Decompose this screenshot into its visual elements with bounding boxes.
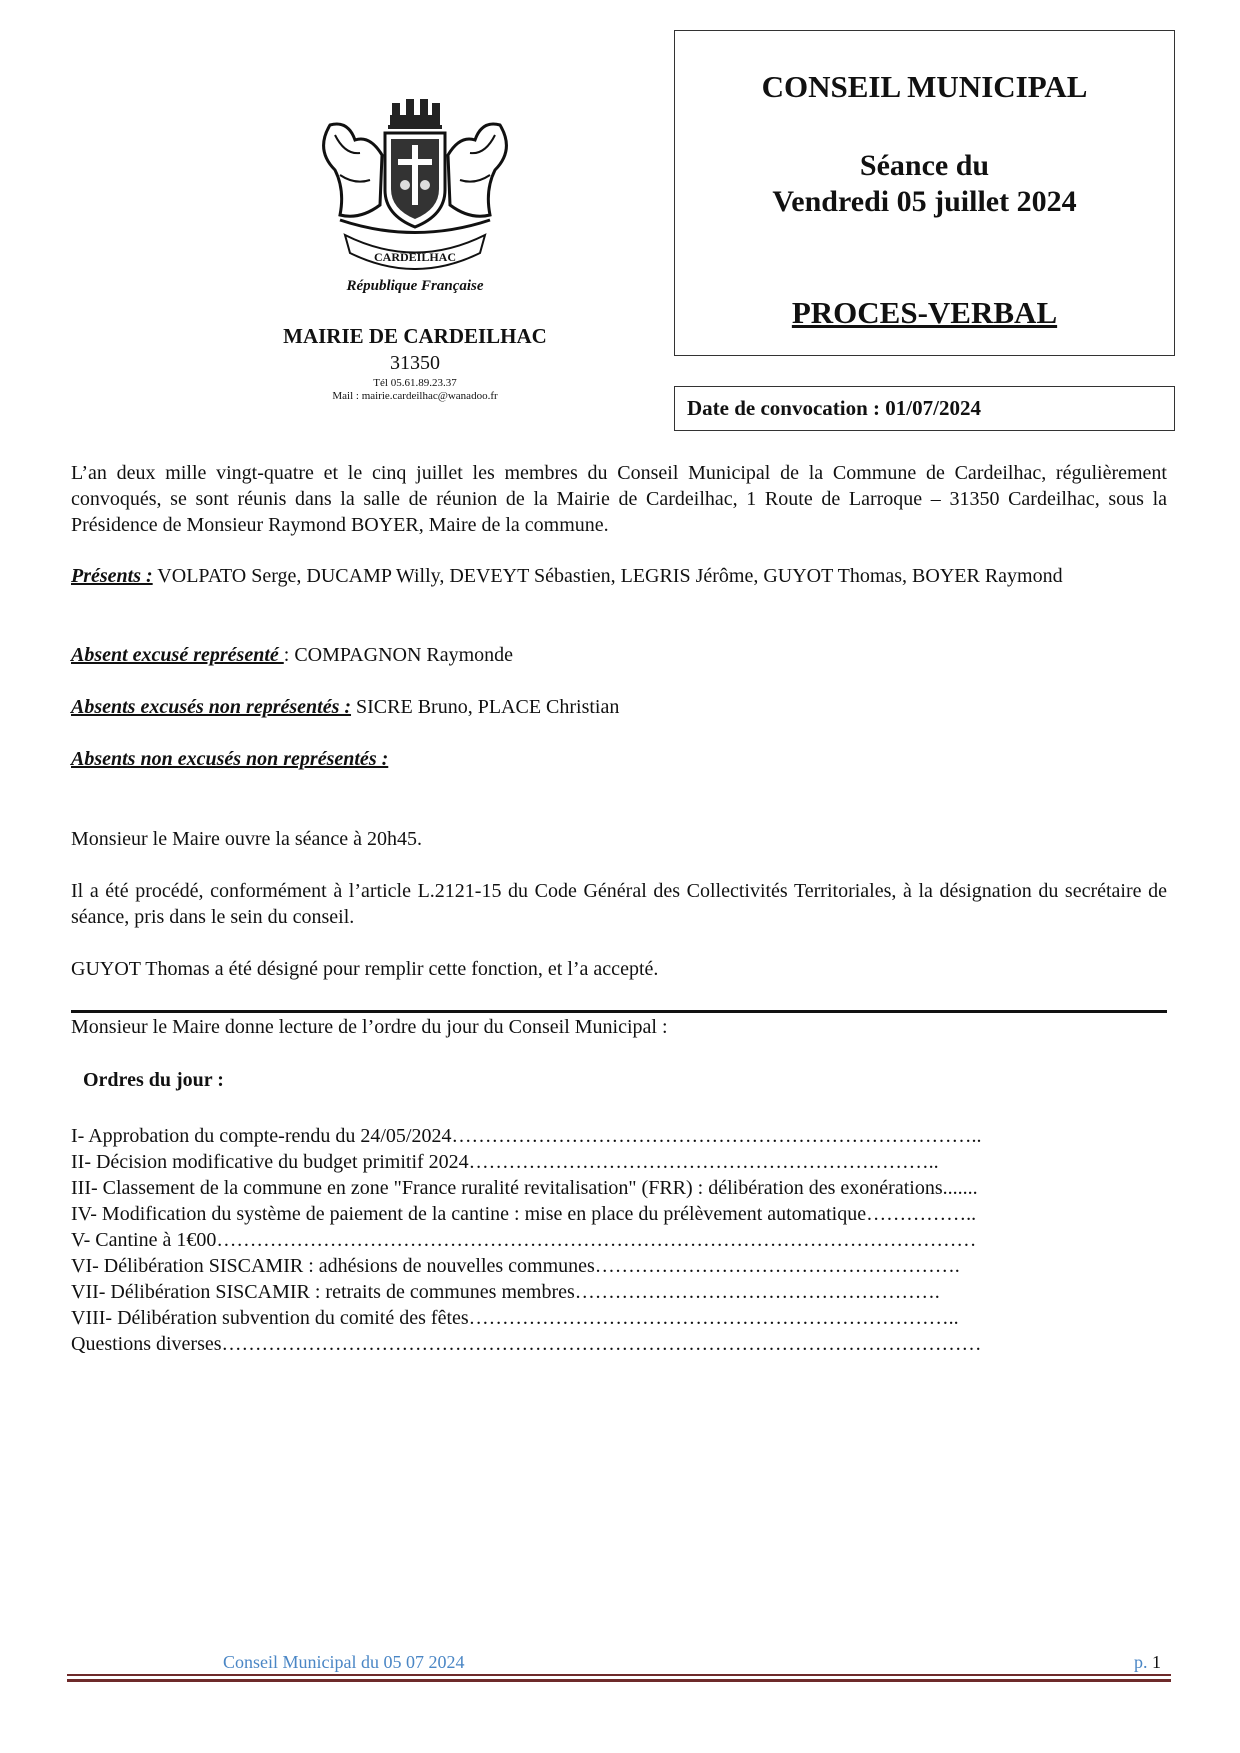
absents-non-representes-list: SICRE Bruno, PLACE Christian [351,696,620,718]
session-date: Vendredi 05 juillet 2024 [772,185,1077,218]
absents-non-excuses-label: Absents non excusés non représentés : [71,748,389,770]
footer-rule-thin [67,1674,1171,1676]
convocation-date: Date de convocation : 01/07/2024 [687,396,981,420]
page-number: 1 [1152,1652,1161,1672]
lecture-paragraph: Monsieur le Maire donne lecture de l’ordre du jour du Conseil Municipal : [71,1016,668,1038]
absent-represente-paragraph [71,642,1167,668]
proces-verbal-heading: PROCES-VERBAL [791,295,1058,330]
footer-text: Conseil Municipal du 05 07 2024 [223,1652,465,1672]
agenda-item: Questions diverses…………………………………………………………………………………………………… [71,1333,982,1355]
cardeilhac-crest-logo [300,95,530,270]
agenda-title: Ordres du jour : [83,1069,224,1091]
republique-francaise: République Française [346,278,484,294]
absent-represente-label: Absent excusé représenté [71,644,284,666]
presents-label: Présents : [71,565,153,587]
agenda-item: I- Approbation du compte-rendu du 24/05/2024…………………………………………………………………….. [71,1125,982,1147]
agenda-item: V- Cantine à 1€00…………………………………………………………………………………………………… [71,1229,977,1251]
title-box [674,30,1175,356]
agenda-item: VII- Délibération SISCAMIR : retraits de communes membres………………………………………………. [71,1281,940,1303]
agenda-item: III- Classement de la commune en zone "France ruralité revitalisation" (FRR) : délibération des exonérations....... [71,1177,978,1199]
email-address: Mail : mairie.cardeilhac@wanadoo.fr [332,390,498,402]
presents-list: VOLPATO Serge, DUCAMP Willy, DEVEYT Sébastien, LEGRIS Jérôme, GUYOT Thomas, BOYER Raymond [152,565,1063,587]
agenda-item: IV- Modification du système de paiement de la cantine : mise en place du prélèvement automatique…………….. [71,1203,977,1225]
postal-code: 31350 [390,352,440,374]
agenda-item: VI- Délibération SISCAMIR : adhésions de nouvelles communes………………………………………………. [71,1255,960,1277]
section-divider [71,1010,1167,1013]
absents-non-representes-paragraph [71,694,1167,720]
agenda-list [71,1123,1167,1357]
intro-paragraph: L’an deux mille vingt-quatre et le cinq juillet les membres du Conseil Municipal de la Commune de Cardeilhac, régulièrement convoqués, se sont réunis dans la salle de réunion de la Mairie de Cardeilhac, 1 Route de Larroque – 31350 Cardeilhac, sous la Présidence de Monsieur Raymond BOYER, Maire de la commune. [71,462,1167,536]
mairie-name: MAIRIE DE CARDEILHAC [283,324,547,348]
secretary-paragraph: GUYOT Thomas a été désigné pour remplir cette fonction, et l’a accepté. [71,958,659,980]
page-indicator [1134,1652,1161,1673]
agenda-item: II- Décision modificative du budget primitif 2024…………………………………………………………….. [71,1151,939,1173]
session-label: Séance du [859,149,990,182]
phone-number: Tél 05.61.89.23.37 [373,377,457,389]
document-title: CONSEIL MUNICIPAL [761,69,1088,104]
procedure-paragraph: Il a été procédé, conformément à l’article L.2121-15 du Code Général des Collectivités Territoriales, à la désignation du secrétaire de séance, pris dans le sein du conseil. [71,880,1167,928]
absent-represente-list: : COMPAGNON Raymonde [283,644,514,666]
absents-non-excuses-paragraph [71,746,1167,772]
absents-non-representes-label: Absents excusés non représentés : [71,696,352,718]
convocation-box [674,386,1175,431]
agenda-item: VIII- Délibération subvention du comité des fêtes……………………………………………………………….. [71,1307,959,1329]
page-label: p. [1134,1652,1148,1672]
footer-rule-thick [67,1679,1171,1682]
presents-paragraph [71,563,1167,589]
opening-paragraph: Monsieur le Maire ouvre la séance à 20h45. [71,828,422,850]
crest-motto: CARDEILHAC [373,250,457,264]
